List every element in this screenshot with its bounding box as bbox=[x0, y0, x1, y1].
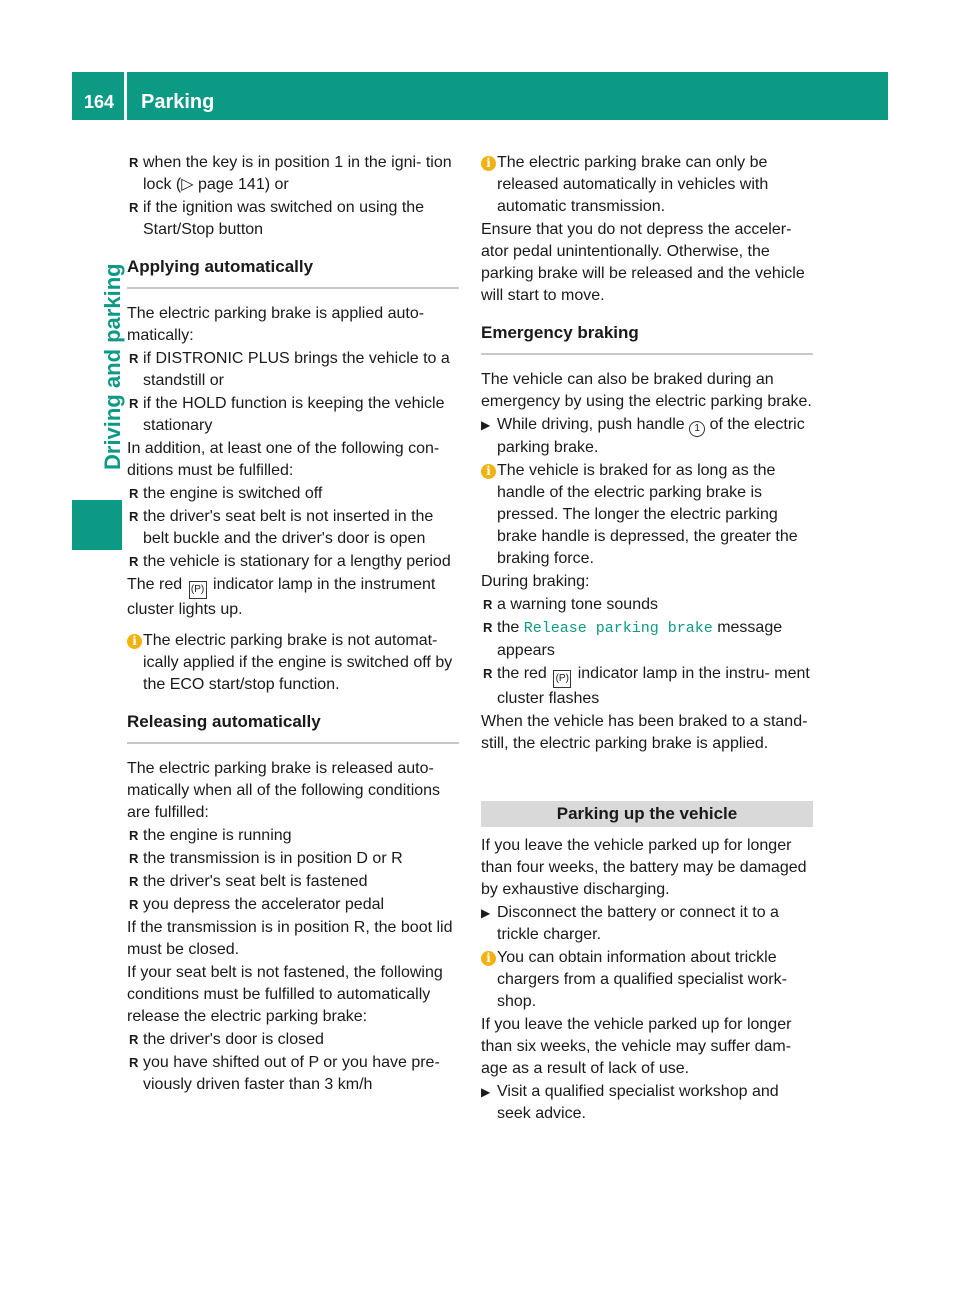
list-item: R you depress the accelerator pedal bbox=[127, 894, 459, 916]
list-item: R if the ignition was switched on using the Start/Stop button bbox=[127, 197, 459, 241]
list-item: R you have shifted out of P or you have pre- viously driven faster than 3 km/h bbox=[127, 1052, 459, 1096]
list-item: R the driver's seat belt is not inserted in the belt buckle and the driver's door is open bbox=[127, 506, 459, 550]
step-text-b: of the electric parking brake. bbox=[497, 416, 805, 456]
paragraph: If you leave the vehicle parked up for longer than four weeks, the battery may be damaged by exhaustive discharging. bbox=[481, 837, 807, 898]
bullet-text-a: the bbox=[497, 619, 520, 636]
step-item: ▶ Visit a qualified specialist workshop and seek advice. bbox=[481, 1081, 813, 1125]
list-item: R the engine is switched off bbox=[127, 483, 459, 505]
list-item bbox=[481, 663, 813, 710]
bullet-text-a: the red bbox=[497, 665, 547, 682]
paragraph: If the transmission is in position R, the boot lid must be closed. bbox=[127, 919, 453, 958]
info-icon: i bbox=[127, 634, 142, 649]
info-text: The electric parking brake is not automat- ically applied if the engine is switched off by the ECO start/stop function. bbox=[143, 632, 453, 693]
section-heading-applying: Applying automatically bbox=[127, 255, 459, 289]
right-column bbox=[481, 152, 813, 1126]
list-item: R the engine is running bbox=[127, 825, 459, 847]
info-note bbox=[481, 152, 813, 218]
step-item bbox=[481, 414, 813, 459]
list-item: R when the key is in position 1 in the igni- tion lock (▷ page 141) or bbox=[127, 152, 459, 196]
paragraph: Ensure that you do not depress the acceler- ator pedal unintentionally. Otherwise, the parking brake will be released and the vehicle will start to move. bbox=[481, 221, 805, 304]
section-heading-releasing: Releasing automatically bbox=[127, 710, 459, 744]
info-text: The vehicle is braked for as long as the handle of the electric parking brake is pressed. The longer the electric parking brake handle is depressed, the greater the braking force. bbox=[497, 462, 798, 567]
side-tab-label: Driving and parking bbox=[100, 263, 125, 470]
paragraph: When the vehicle has been braked to a stand- still, the electric parking brake is applied. bbox=[481, 713, 808, 752]
list-item bbox=[481, 617, 813, 662]
info-icon: i bbox=[481, 464, 496, 479]
paragraph bbox=[127, 574, 459, 621]
left-column bbox=[127, 152, 459, 1097]
info-icon: i bbox=[481, 156, 496, 171]
list-item: R the driver's seat belt is fastened bbox=[127, 871, 459, 893]
list-item: R a warning tone sounds bbox=[481, 594, 813, 616]
paragraph: The electric parking brake is released auto- matically when all of the following conditions are fulfilled: bbox=[127, 760, 441, 821]
header-divider bbox=[124, 72, 127, 120]
parking-brake-lamp-icon: (P) bbox=[189, 581, 207, 599]
bullet-text-b: indicator lamp in the instru- ment cluster flashes bbox=[497, 665, 810, 707]
paragraph: The vehicle can also be braked during an emergency by using the electric parking brake. bbox=[481, 371, 812, 410]
paragraph: If you leave the vehicle parked up for longer than six weeks, the vehicle may suffer dam- age as a result of lack of use. bbox=[481, 1016, 792, 1077]
lamp-text-a: The red bbox=[127, 576, 183, 593]
list-item: R if DISTRONIC PLUS brings the vehicle to a standstill or bbox=[127, 348, 459, 392]
section-heading-emergency: Emergency braking bbox=[481, 321, 813, 355]
info-note bbox=[127, 630, 459, 696]
handle-marker-icon: 1 bbox=[689, 421, 705, 437]
display-message: Release parking brake bbox=[523, 620, 713, 637]
parking-brake-lamp-icon: (P) bbox=[553, 670, 571, 688]
info-note bbox=[481, 460, 813, 570]
step-item: ▶ Disconnect the battery or connect it to a trickle charger. bbox=[481, 902, 813, 946]
section-banner-parking-up: Parking up the vehicle bbox=[481, 801, 813, 827]
paragraph: In addition, at least one of the following con- ditions must be fulfilled: bbox=[127, 440, 440, 479]
info-icon: i bbox=[481, 951, 496, 966]
info-text: The electric parking brake can only be released automatically in vehicles with automatic transmission. bbox=[497, 154, 769, 215]
paragraph: During braking: bbox=[481, 573, 590, 590]
bullet-text-b: message appears bbox=[497, 619, 783, 659]
lamp-text-b: indicator lamp in the instrument cluster lights up. bbox=[127, 576, 436, 618]
list-item: R the vehicle is stationary for a lengthy period bbox=[127, 551, 459, 573]
step-text-a: While driving, push handle bbox=[497, 416, 685, 433]
list-item: R the transmission is in position D or R bbox=[127, 848, 459, 870]
page-number: 164 bbox=[84, 92, 115, 112]
paragraph: If your seat belt is not fastened, the following conditions must be fulfilled to automatically release the electric parking brake: bbox=[127, 964, 443, 1025]
info-text: You can obtain information about trickle chargers from a qualified specialist work- shop. bbox=[497, 949, 787, 1010]
side-tab-marker bbox=[72, 500, 122, 550]
info-note bbox=[481, 947, 813, 1013]
list-item: R the driver's door is closed bbox=[127, 1029, 459, 1051]
paragraph: The electric parking brake is applied auto- matically: bbox=[127, 305, 425, 344]
list-item: R if the HOLD function is keeping the vehicle stationary bbox=[127, 393, 459, 437]
page-title: Parking bbox=[141, 91, 215, 113]
